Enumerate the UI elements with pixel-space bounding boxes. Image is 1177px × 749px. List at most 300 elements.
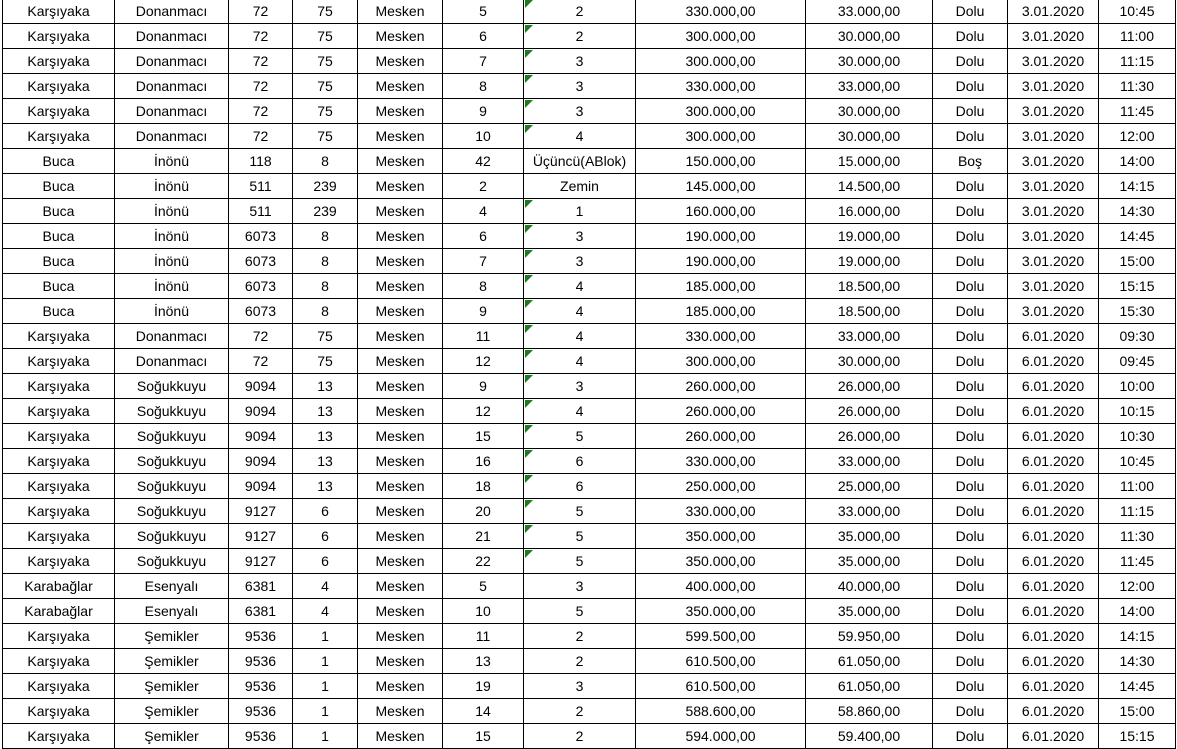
cell-status[interactable] (933, 124, 1008, 149)
cell-district[interactable] (3, 399, 115, 424)
cell-parcel-no[interactable] (293, 99, 358, 124)
cell-deposit[interactable] (806, 349, 933, 374)
cell-status[interactable] (933, 74, 1008, 99)
cell-unit-no[interactable] (443, 574, 524, 599)
cell-date[interactable] (1008, 424, 1099, 449)
cell-deposit[interactable] (806, 674, 933, 699)
cell-deposit[interactable] (806, 449, 933, 474)
cell-neighborhood[interactable] (115, 624, 229, 649)
cell-block-no[interactable] (229, 424, 293, 449)
cell-district[interactable] (3, 574, 115, 599)
cell-date[interactable] (1008, 324, 1099, 349)
cell-floor[interactable] (524, 374, 636, 399)
cell-parcel-no[interactable] (293, 274, 358, 299)
cell-block-no[interactable] (229, 99, 293, 124)
cell-property-type[interactable] (358, 199, 443, 224)
cell-parcel-no[interactable] (293, 524, 358, 549)
cell-district[interactable] (3, 24, 115, 49)
cell-date[interactable] (1008, 474, 1099, 499)
cell-time[interactable] (1099, 699, 1176, 724)
cell-unit-no[interactable] (443, 174, 524, 199)
cell-deposit[interactable] (806, 424, 933, 449)
cell-parcel-no[interactable] (293, 374, 358, 399)
cell-deposit[interactable] (806, 224, 933, 249)
cell-unit-no[interactable] (443, 449, 524, 474)
cell-neighborhood[interactable] (115, 474, 229, 499)
cell-parcel-no[interactable] (293, 349, 358, 374)
cell-unit-no[interactable] (443, 199, 524, 224)
cell-district[interactable] (3, 299, 115, 324)
cell-time[interactable] (1099, 24, 1176, 49)
cell-neighborhood[interactable] (115, 349, 229, 374)
cell-time[interactable] (1099, 299, 1176, 324)
cell-deposit[interactable] (806, 199, 933, 224)
cell-floor[interactable] (524, 399, 636, 424)
cell-neighborhood[interactable] (115, 449, 229, 474)
cell-unit-no[interactable] (443, 74, 524, 99)
cell-block-no[interactable] (229, 374, 293, 399)
cell-price[interactable] (636, 574, 806, 599)
cell-property-type[interactable] (358, 399, 443, 424)
cell-date[interactable] (1008, 549, 1099, 574)
cell-district[interactable] (3, 524, 115, 549)
cell-floor[interactable] (524, 249, 636, 274)
cell-district[interactable] (3, 274, 115, 299)
cell-property-type[interactable] (358, 324, 443, 349)
cell-parcel-no[interactable] (293, 124, 358, 149)
cell-date[interactable] (1008, 49, 1099, 74)
cell-parcel-no[interactable] (293, 149, 358, 174)
cell-date[interactable] (1008, 199, 1099, 224)
cell-block-no[interactable] (229, 249, 293, 274)
cell-status[interactable] (933, 49, 1008, 74)
cell-unit-no[interactable] (443, 624, 524, 649)
cell-date[interactable] (1008, 524, 1099, 549)
cell-status[interactable] (933, 274, 1008, 299)
cell-deposit[interactable] (806, 324, 933, 349)
cell-floor[interactable] (524, 574, 636, 599)
cell-unit-no[interactable] (443, 474, 524, 499)
cell-block-no[interactable] (229, 324, 293, 349)
cell-property-type[interactable] (358, 524, 443, 549)
cell-deposit[interactable] (806, 149, 933, 174)
cell-neighborhood[interactable] (115, 649, 229, 674)
cell-status[interactable] (933, 174, 1008, 199)
cell-price[interactable] (636, 424, 806, 449)
cell-deposit[interactable] (806, 374, 933, 399)
cell-price[interactable] (636, 349, 806, 374)
cell-date[interactable] (1008, 274, 1099, 299)
cell-parcel-no[interactable] (293, 674, 358, 699)
cell-neighborhood[interactable] (115, 24, 229, 49)
cell-price[interactable] (636, 649, 806, 674)
cell-price[interactable] (636, 299, 806, 324)
cell-property-type[interactable] (358, 574, 443, 599)
cell-unit-no[interactable] (443, 249, 524, 274)
cell-neighborhood[interactable] (115, 99, 229, 124)
cell-parcel-no[interactable] (293, 474, 358, 499)
cell-block-no[interactable] (229, 74, 293, 99)
cell-price[interactable] (636, 324, 806, 349)
cell-time[interactable] (1099, 0, 1176, 24)
cell-property-type[interactable] (358, 699, 443, 724)
cell-time[interactable] (1099, 624, 1176, 649)
cell-time[interactable] (1099, 524, 1176, 549)
cell-neighborhood[interactable] (115, 549, 229, 574)
cell-status[interactable] (933, 374, 1008, 399)
cell-district[interactable] (3, 349, 115, 374)
cell-district[interactable] (3, 249, 115, 274)
cell-unit-no[interactable] (443, 274, 524, 299)
cell-floor[interactable] (524, 599, 636, 624)
cell-time[interactable] (1099, 174, 1176, 199)
cell-status[interactable] (933, 149, 1008, 174)
cell-floor[interactable] (524, 224, 636, 249)
cell-time[interactable] (1099, 224, 1176, 249)
cell-deposit[interactable] (806, 249, 933, 274)
cell-neighborhood[interactable] (115, 599, 229, 624)
cell-floor[interactable] (524, 174, 636, 199)
cell-neighborhood[interactable] (115, 324, 229, 349)
cell-deposit[interactable] (806, 299, 933, 324)
cell-unit-no[interactable] (443, 299, 524, 324)
cell-parcel-no[interactable] (293, 699, 358, 724)
cell-deposit[interactable] (806, 24, 933, 49)
cell-unit-no[interactable] (443, 699, 524, 724)
cell-property-type[interactable] (358, 0, 443, 24)
cell-date[interactable] (1008, 374, 1099, 399)
cell-neighborhood[interactable] (115, 674, 229, 699)
cell-parcel-no[interactable] (293, 649, 358, 674)
cell-district[interactable] (3, 549, 115, 574)
cell-time[interactable] (1099, 74, 1176, 99)
cell-status[interactable] (933, 0, 1008, 24)
cell-status[interactable] (933, 574, 1008, 599)
cell-parcel-no[interactable] (293, 299, 358, 324)
cell-property-type[interactable] (358, 249, 443, 274)
cell-block-no[interactable] (229, 149, 293, 174)
cell-deposit[interactable] (806, 574, 933, 599)
cell-parcel-no[interactable] (293, 599, 358, 624)
cell-date[interactable] (1008, 299, 1099, 324)
cell-floor[interactable] (524, 349, 636, 374)
cell-floor[interactable] (524, 0, 636, 24)
cell-floor[interactable] (524, 324, 636, 349)
cell-date[interactable] (1008, 399, 1099, 424)
cell-time[interactable] (1099, 474, 1176, 499)
cell-district[interactable] (3, 424, 115, 449)
cell-district[interactable] (3, 674, 115, 699)
cell-unit-no[interactable] (443, 324, 524, 349)
cell-time[interactable] (1099, 674, 1176, 699)
cell-price[interactable] (636, 174, 806, 199)
cell-date[interactable] (1008, 624, 1099, 649)
cell-time[interactable] (1099, 549, 1176, 574)
cell-status[interactable] (933, 99, 1008, 124)
cell-date[interactable] (1008, 174, 1099, 199)
cell-unit-no[interactable] (443, 549, 524, 574)
cell-deposit[interactable] (806, 174, 933, 199)
cell-property-type[interactable] (358, 474, 443, 499)
cell-status[interactable] (933, 199, 1008, 224)
cell-district[interactable] (3, 224, 115, 249)
cell-deposit[interactable] (806, 0, 933, 24)
cell-property-type[interactable] (358, 599, 443, 624)
cell-price[interactable] (636, 449, 806, 474)
cell-block-no[interactable] (229, 24, 293, 49)
cell-property-type[interactable] (358, 124, 443, 149)
cell-floor[interactable] (524, 624, 636, 649)
cell-time[interactable] (1099, 349, 1176, 374)
cell-parcel-no[interactable] (293, 224, 358, 249)
cell-block-no[interactable] (229, 124, 293, 149)
cell-price[interactable] (636, 499, 806, 524)
cell-neighborhood[interactable] (115, 699, 229, 724)
cell-time[interactable] (1099, 274, 1176, 299)
cell-time[interactable] (1099, 599, 1176, 624)
cell-unit-no[interactable] (443, 99, 524, 124)
cell-neighborhood[interactable] (115, 74, 229, 99)
cell-parcel-no[interactable] (293, 0, 358, 24)
cell-neighborhood[interactable] (115, 124, 229, 149)
cell-parcel-no[interactable] (293, 499, 358, 524)
cell-date[interactable] (1008, 349, 1099, 374)
cell-price[interactable] (636, 99, 806, 124)
cell-price[interactable] (636, 274, 806, 299)
cell-block-no[interactable] (229, 624, 293, 649)
cell-price[interactable] (636, 249, 806, 274)
cell-deposit[interactable] (806, 49, 933, 74)
cell-price[interactable] (636, 524, 806, 549)
cell-property-type[interactable] (358, 674, 443, 699)
cell-floor[interactable] (524, 49, 636, 74)
cell-block-no[interactable] (229, 174, 293, 199)
cell-block-no[interactable] (229, 199, 293, 224)
cell-deposit[interactable] (806, 624, 933, 649)
cell-unit-no[interactable] (443, 674, 524, 699)
cell-parcel-no[interactable] (293, 399, 358, 424)
cell-unit-no[interactable] (443, 49, 524, 74)
cell-block-no[interactable] (229, 649, 293, 674)
cell-parcel-no[interactable] (293, 49, 358, 74)
cell-status[interactable] (933, 224, 1008, 249)
cell-status[interactable] (933, 499, 1008, 524)
cell-unit-no[interactable] (443, 149, 524, 174)
cell-unit-no[interactable] (443, 399, 524, 424)
cell-deposit[interactable] (806, 649, 933, 674)
cell-price[interactable] (636, 24, 806, 49)
cell-unit-no[interactable] (443, 24, 524, 49)
cell-floor[interactable] (524, 74, 636, 99)
cell-time[interactable] (1099, 124, 1176, 149)
cell-status[interactable] (933, 524, 1008, 549)
cell-time[interactable] (1099, 199, 1176, 224)
cell-floor[interactable] (524, 499, 636, 524)
cell-district[interactable] (3, 124, 115, 149)
cell-parcel-no[interactable] (293, 424, 358, 449)
cell-status[interactable] (933, 424, 1008, 449)
cell-price[interactable] (636, 199, 806, 224)
cell-district[interactable] (3, 474, 115, 499)
cell-date[interactable] (1008, 249, 1099, 274)
cell-parcel-no[interactable] (293, 199, 358, 224)
cell-deposit[interactable] (806, 99, 933, 124)
cell-property-type[interactable] (358, 499, 443, 524)
cell-floor[interactable] (524, 99, 636, 124)
cell-price[interactable] (636, 224, 806, 249)
cell-unit-no[interactable] (443, 349, 524, 374)
cell-parcel-no[interactable] (293, 249, 358, 274)
cell-date[interactable] (1008, 574, 1099, 599)
cell-property-type[interactable] (358, 649, 443, 674)
cell-floor[interactable] (524, 24, 636, 49)
cell-deposit[interactable] (806, 124, 933, 149)
cell-block-no[interactable] (229, 399, 293, 424)
cell-date[interactable] (1008, 24, 1099, 49)
cell-unit-no[interactable] (443, 424, 524, 449)
cell-price[interactable] (636, 124, 806, 149)
cell-deposit[interactable] (806, 74, 933, 99)
cell-neighborhood[interactable] (115, 49, 229, 74)
cell-floor[interactable] (524, 424, 636, 449)
cell-property-type[interactable] (358, 99, 443, 124)
cell-block-no[interactable] (229, 449, 293, 474)
cell-neighborhood[interactable] (115, 274, 229, 299)
cell-block-no[interactable] (229, 599, 293, 624)
cell-district[interactable] (3, 74, 115, 99)
cell-deposit[interactable] (806, 599, 933, 624)
cell-price[interactable] (636, 149, 806, 174)
cell-time[interactable] (1099, 424, 1176, 449)
cell-floor[interactable] (524, 699, 636, 724)
cell-time[interactable] (1099, 574, 1176, 599)
cell-floor[interactable] (524, 149, 636, 174)
cell-district[interactable] (3, 99, 115, 124)
cell-floor[interactable] (524, 299, 636, 324)
cell-property-type[interactable] (358, 174, 443, 199)
cell-property-type[interactable] (358, 449, 443, 474)
cell-status[interactable] (933, 24, 1008, 49)
cell-block-no[interactable] (229, 49, 293, 74)
cell-floor[interactable] (524, 474, 636, 499)
cell-date[interactable] (1008, 149, 1099, 174)
cell-parcel-no[interactable] (293, 24, 358, 49)
cell-neighborhood[interactable] (115, 374, 229, 399)
cell-date[interactable] (1008, 599, 1099, 624)
cell-price[interactable] (636, 549, 806, 574)
cell-district[interactable] (3, 699, 115, 724)
cell-status[interactable] (933, 474, 1008, 499)
cell-price[interactable] (636, 49, 806, 74)
cell-status[interactable] (933, 324, 1008, 349)
cell-neighborhood[interactable] (115, 574, 229, 599)
cell-parcel-no[interactable] (293, 74, 358, 99)
cell-property-type[interactable] (358, 299, 443, 324)
cell-district[interactable] (3, 374, 115, 399)
cell-date[interactable] (1008, 449, 1099, 474)
cell-unit-no[interactable] (443, 524, 524, 549)
cell-status[interactable] (933, 349, 1008, 374)
cell-date[interactable] (1008, 649, 1099, 674)
cell-neighborhood[interactable] (115, 149, 229, 174)
cell-time[interactable] (1099, 374, 1176, 399)
cell-time[interactable] (1099, 649, 1176, 674)
cell-deposit[interactable] (806, 499, 933, 524)
cell-floor[interactable] (524, 649, 636, 674)
cell-status[interactable] (933, 399, 1008, 424)
cell-neighborhood[interactable] (115, 199, 229, 224)
cell-price[interactable] (636, 599, 806, 624)
cell-property-type[interactable] (358, 149, 443, 174)
cell-status[interactable] (933, 449, 1008, 474)
cell-unit-no[interactable] (443, 224, 524, 249)
cell-time[interactable] (1099, 499, 1176, 524)
cell-district[interactable] (3, 649, 115, 674)
cell-status[interactable] (933, 599, 1008, 624)
cell-time[interactable] (1099, 49, 1176, 74)
cell-unit-no[interactable] (443, 374, 524, 399)
cell-price[interactable] (636, 74, 806, 99)
cell-floor[interactable] (524, 274, 636, 299)
cell-block-no[interactable] (229, 574, 293, 599)
cell-status[interactable] (933, 624, 1008, 649)
cell-district[interactable] (3, 449, 115, 474)
cell-parcel-no[interactable] (293, 549, 358, 574)
cell-block-no[interactable] (229, 549, 293, 574)
cell-property-type[interactable] (358, 224, 443, 249)
cell-district[interactable] (3, 0, 115, 24)
cell-block-no[interactable] (229, 699, 293, 724)
cell-parcel-no[interactable] (293, 624, 358, 649)
cell-floor[interactable] (524, 199, 636, 224)
cell-unit-no[interactable] (443, 499, 524, 524)
cell-deposit[interactable] (806, 474, 933, 499)
cell-date[interactable] (1008, 124, 1099, 149)
cell-price[interactable] (636, 474, 806, 499)
cell-district[interactable] (3, 599, 115, 624)
cell-block-no[interactable] (229, 349, 293, 374)
cell-block-no[interactable] (229, 524, 293, 549)
cell-block-no[interactable] (229, 274, 293, 299)
cell-status[interactable] (933, 549, 1008, 574)
cell-neighborhood[interactable] (115, 0, 229, 24)
cell-price[interactable] (636, 699, 806, 724)
cell-block-no[interactable] (229, 0, 293, 24)
cell-property-type[interactable] (358, 349, 443, 374)
cell-status[interactable] (933, 249, 1008, 274)
cell-neighborhood[interactable] (115, 174, 229, 199)
cell-block-no[interactable] (229, 299, 293, 324)
cell-block-no[interactable] (229, 224, 293, 249)
cell-price[interactable] (636, 399, 806, 424)
cell-neighborhood[interactable] (115, 399, 229, 424)
cell-unit-no[interactable] (443, 124, 524, 149)
cell-status[interactable] (933, 699, 1008, 724)
cell-property-type[interactable] (358, 549, 443, 574)
cell-time[interactable] (1099, 99, 1176, 124)
cell-parcel-no[interactable] (293, 174, 358, 199)
cell-floor[interactable] (524, 124, 636, 149)
cell-block-no[interactable] (229, 474, 293, 499)
cell-parcel-no[interactable] (293, 574, 358, 599)
cell-parcel-no[interactable] (293, 324, 358, 349)
cell-floor[interactable] (524, 524, 636, 549)
cell-neighborhood[interactable] (115, 249, 229, 274)
cell-unit-no[interactable] (443, 599, 524, 624)
cell-property-type[interactable] (358, 374, 443, 399)
cell-unit-no[interactable] (443, 0, 524, 24)
cell-date[interactable] (1008, 674, 1099, 699)
